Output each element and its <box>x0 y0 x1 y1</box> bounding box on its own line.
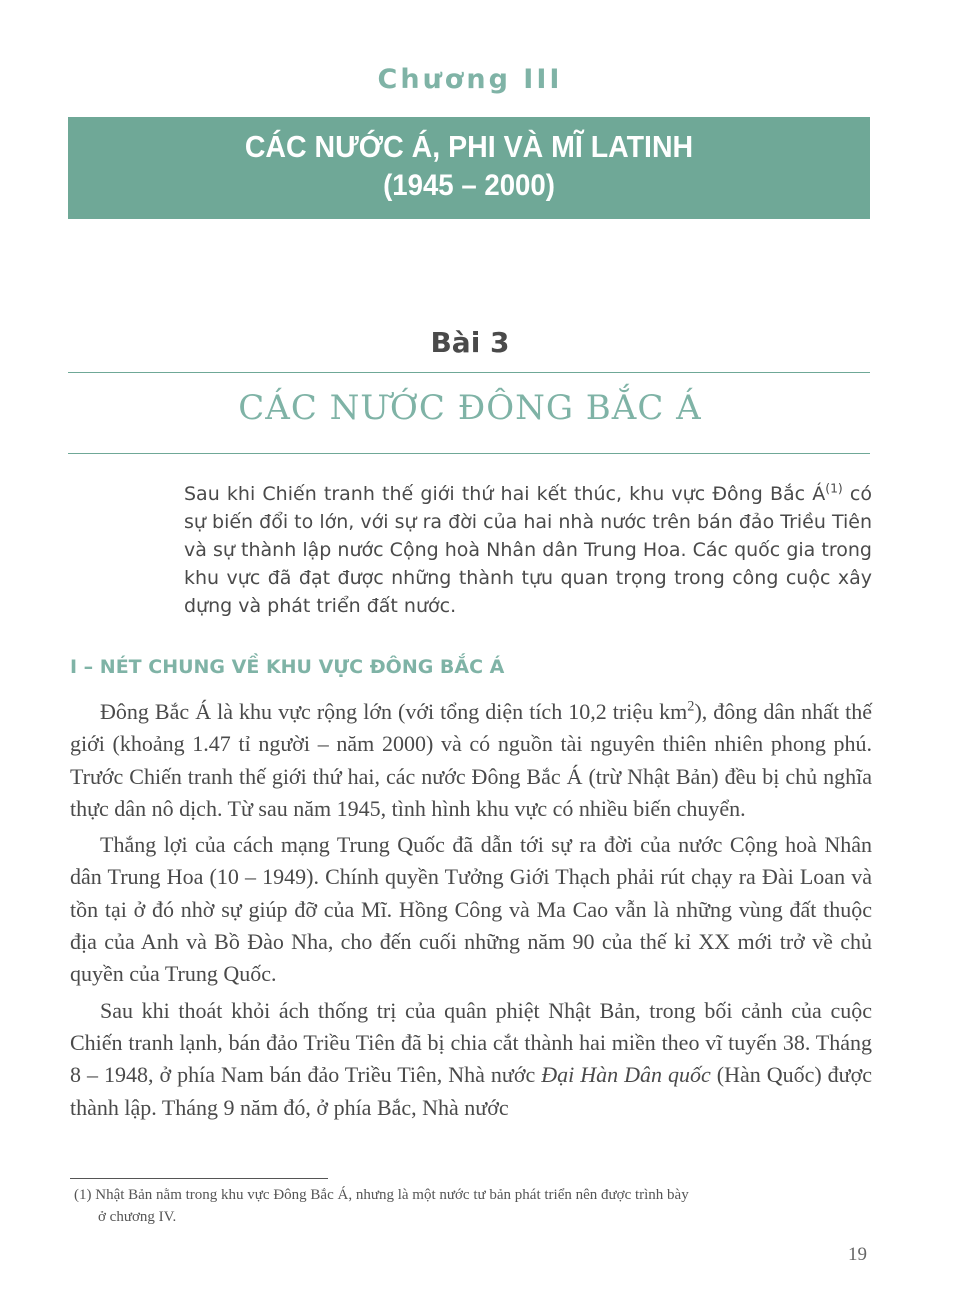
intro-text-start: Sau khi Chiến tranh thế giới thứ hai kết thúc, khu vực Đông Bắc Á <box>184 483 826 505</box>
superscript-2: 2 <box>687 698 695 715</box>
lesson-number: Bài 3 <box>430 326 510 359</box>
intro-text-end: có sự biến đổi to lớn, với sự ra đời của hai nhà nước trên bán đảo Triều Tiên và sự thành lập nước Cộng hoà Nhân dân Trung Hoa. Các quốc gia trong khu vực đã đạt được những thành tựu quan trọng trong công cuộc xây dựng và phát triển đất nước. <box>184 483 872 617</box>
lesson-title: CÁC NƯỚC ĐÔNG BẮC Á <box>238 388 702 428</box>
lesson-title-top-rule <box>68 372 870 373</box>
paragraph-1 <box>70 696 872 825</box>
chapter-title-line1: CÁC NƯỚC Á, PHI VÀ MĨ LATINH <box>244 129 694 164</box>
paragraph-2: Thắng lợi của cách mạng Trung Quốc đã dẫn tới sự ra đời của nước Cộng hoà Nhân dân Trung Hoa (10 – 1949). Chính quyền Tưởng Giới Thạch phải rút chạy ra Đài Loan và tồn tại ở đó nhờ sự giúp đỡ của Mĩ. Hồng Công và Ma Cao vẫn là những vùng đất thuộc địa của Anh và Bồ Đào Nha, cho đến cuối những năm 90 của thế kỉ XX mới trở về chủ quyền của Trung Quốc. <box>70 832 872 987</box>
paragraph-3-emphasis: Đại Hàn Dân quốc <box>541 1062 711 1088</box>
footnote-reference: (1) <box>825 481 843 496</box>
body-text <box>70 696 872 1128</box>
footnote-rule <box>70 1178 328 1179</box>
page-number: 19 <box>848 1244 867 1265</box>
paragraph-1-text-start: Đông Bắc Á là khu vực rộng lớn (với tổng diện tích 10,2 triệu km <box>100 699 688 724</box>
lesson-intro <box>184 480 872 620</box>
paragraph-3-text-start: Sau khi thoát khỏi ách thống trị của quân phiệt Nhật Bản, trong bối cảnh của cuộc Chiến tranh lạnh, bán đảo Triều Tiên đã bị chia cắt thành hai miền theo vĩ tuyến 38. Tháng 8 – 1948, ở phía Nam bán đảo Triều Tiên, Nhà nước <box>70 997 872 1088</box>
footnote-line1: (1) Nhật Bản nằm trong khu vực Đông Bắc Á, nhưng là một nước tư bản phát triển nên được trình bày <box>74 1187 689 1203</box>
paragraph-3-text-end: (Hàn Quốc) được thành lập. Tháng 9 năm đó, ở phía Bắc, Nhà nước <box>70 1062 873 1120</box>
chapter-title-line2: (1945 – 2000) <box>383 169 555 202</box>
lesson-title-bottom-rule <box>68 453 870 454</box>
footnote-line2: ở chương IV. <box>98 1209 177 1225</box>
section-heading: I – NÉT CHUNG VỀ KHU VỰC ĐÔNG BẮC Á <box>70 656 505 678</box>
chapter-title-banner <box>68 117 870 219</box>
paragraph-3 <box>70 995 872 1124</box>
paragraph-1-text-end: ), đông dân nhất thế giới (khoảng 1.47 tỉ người – năm 2000) và có nguồn tài nguyên thiên nhiên phong phú. Trước Chiến tranh thế giới thứ hai, các nước Đông Bắc Á (trừ Nhật Bản) đều bị chủ nghĩa thực dân nô dịch. Từ sau năm 1945, tình hình khu vực có nhiều biến chuyển. <box>70 699 872 821</box>
chapter-label: Chương III <box>377 64 563 95</box>
footnote <box>74 1184 872 1228</box>
